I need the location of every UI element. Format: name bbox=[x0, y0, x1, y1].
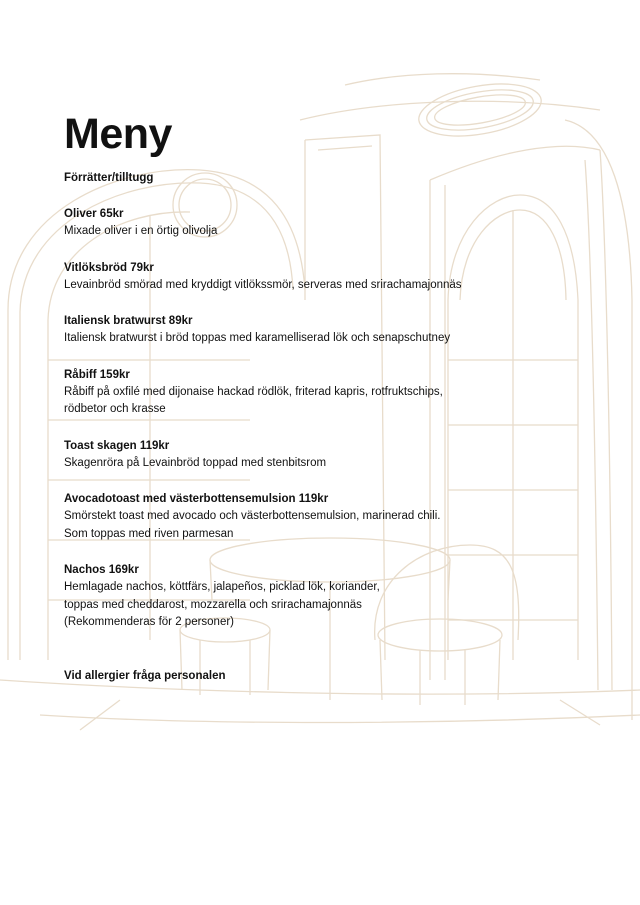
menu-item-name: Vitlöksbröd 79kr bbox=[64, 261, 154, 274]
menu-item-description: Hemlagade nachos, köttfärs, jalapeños, picklad lök, koriander, bbox=[64, 581, 380, 593]
menu-item-description: (Rekommenderas för 2 personer) bbox=[64, 616, 235, 628]
menu-item-description: rödbetor och krasse bbox=[64, 403, 166, 415]
menu-content bbox=[64, 108, 564, 685]
menu-item-name: Råbiff 159kr bbox=[64, 368, 130, 381]
menu-item-name: Nachos 169kr bbox=[64, 564, 139, 576]
menu-item bbox=[64, 206, 564, 241]
menu-item bbox=[64, 260, 564, 295]
menu-item-description: Smörstekt toast med avocado och västerbottensemulsion, marinerad chili. bbox=[64, 510, 441, 522]
menu-item-description: toppas med cheddarost, mozzarella och srirachamajonnäs bbox=[64, 598, 362, 611]
menu-item-description: Som toppas med riven parmesan bbox=[64, 527, 234, 540]
menu-item bbox=[64, 562, 564, 632]
menu-item-description: Skagenröra på Levainbröd toppad med stenbitsrom bbox=[64, 456, 327, 469]
menu-item-description: Mixade oliver i en örtig olivolja bbox=[64, 225, 218, 237]
menu-item bbox=[64, 438, 564, 473]
menu-item-name: Oliver 65kr bbox=[64, 208, 124, 220]
section-heading: Förrätter/tilltugg bbox=[64, 172, 154, 184]
menu-item-name: Avocadotoast med västerbottensemulsion 119kr bbox=[64, 493, 329, 505]
menu-item-description: Råbiff på oxfilé med dijonaise hackad rödlök, friterad kapris, rotfruktschips, bbox=[64, 385, 443, 398]
menu-item-name: Italiensk bratwurst 89kr bbox=[64, 315, 193, 327]
menu-item bbox=[64, 491, 564, 543]
menu-item bbox=[64, 367, 564, 419]
menu-item-name: Toast skagen 119kr bbox=[64, 439, 170, 452]
page-title: Meny bbox=[64, 110, 172, 158]
menu-item-description: Italiensk bratwurst i bröd toppas med karamelliserad lök och senapschutney bbox=[64, 332, 451, 344]
allergy-note: Vid allergier fråga personalen bbox=[64, 669, 226, 682]
menu-item-description: Levainbröd smörad med kryddigt vitlökssmör, serveras med srirachamajonnäs bbox=[64, 278, 462, 291]
menu-item bbox=[64, 313, 564, 348]
